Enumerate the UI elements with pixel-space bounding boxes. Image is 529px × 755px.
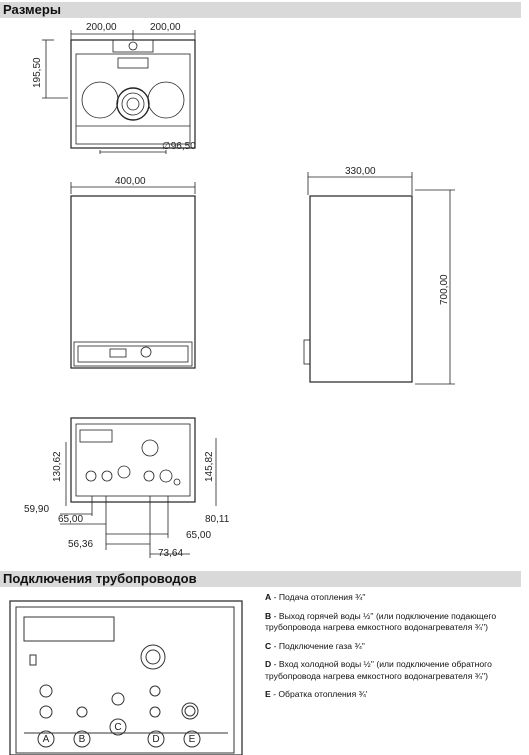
bottom-view-drawing: [0, 410, 260, 560]
legend-text: - Подключение газа ¾'': [271, 640, 365, 651]
connection-marker-c: C: [114, 722, 122, 733]
dim-front-width: 400,00: [115, 176, 146, 187]
legend-item-b: [265, 611, 525, 633]
legend-letter: E: [265, 689, 271, 700]
connection-marker-d: D: [152, 734, 160, 745]
dim-top-width-right: 200,00: [150, 22, 181, 33]
dim-bottom-65a: 65,00: [58, 514, 84, 525]
legend-item-e: [265, 689, 525, 700]
legend-text: - Вход холодной воды ½'' (или подключение обратного трубопровода нагрева емкостного водонагревателя ¾''): [265, 659, 492, 681]
dim-bottom-73-64: 73,64: [158, 548, 184, 559]
legend-text: - Обратка отопления ¾': [270, 689, 368, 700]
top-view-drawing: [0, 18, 529, 178]
legend-letter: A: [265, 592, 272, 602]
connections-section-title: Подключения трубопроводов: [0, 571, 521, 587]
legend-text: - Выход горячей воды ½'' (или подключение подающего трубопровода нагрева емкостного водонагревателя ¾''): [265, 610, 497, 632]
connections-legend: [265, 592, 525, 708]
dimensions-section-title: Размеры: [0, 2, 521, 18]
legend-item-a: [265, 592, 525, 603]
dim-top-depth: 195,50: [32, 57, 43, 88]
front-view-drawing: [0, 172, 260, 392]
legend-text: - Подача отопления ¾'': [271, 592, 366, 602]
dim-side-height: 700,00: [439, 274, 450, 305]
connections-drawing: [0, 591, 250, 755]
dim-flue-diameter: ∅96,50: [162, 141, 196, 152]
connection-marker-b: B: [78, 734, 86, 745]
dim-bottom-80-11: 80,11: [205, 514, 230, 525]
legend-letter: D: [265, 659, 272, 670]
connection-marker-a: A: [42, 734, 50, 745]
connection-marker-e: E: [188, 734, 196, 745]
legend-letter: C: [265, 640, 272, 651]
dim-bottom-56-36: 56,36: [68, 539, 94, 550]
dim-top-width-left: 200,00: [86, 22, 117, 33]
legend-item-c: [265, 641, 525, 652]
dim-bottom-right-height: 145,82: [204, 451, 215, 482]
dim-side-depth: 330,00: [345, 166, 376, 177]
dim-bottom-left-height: 130,62: [52, 451, 63, 482]
legend-item-d: [265, 659, 525, 681]
side-view-drawing: [290, 160, 490, 390]
dim-bottom-65b: 65,00: [186, 530, 212, 541]
dim-bottom-offset-left: 59,90: [24, 504, 50, 515]
legend-letter: B: [265, 610, 272, 621]
